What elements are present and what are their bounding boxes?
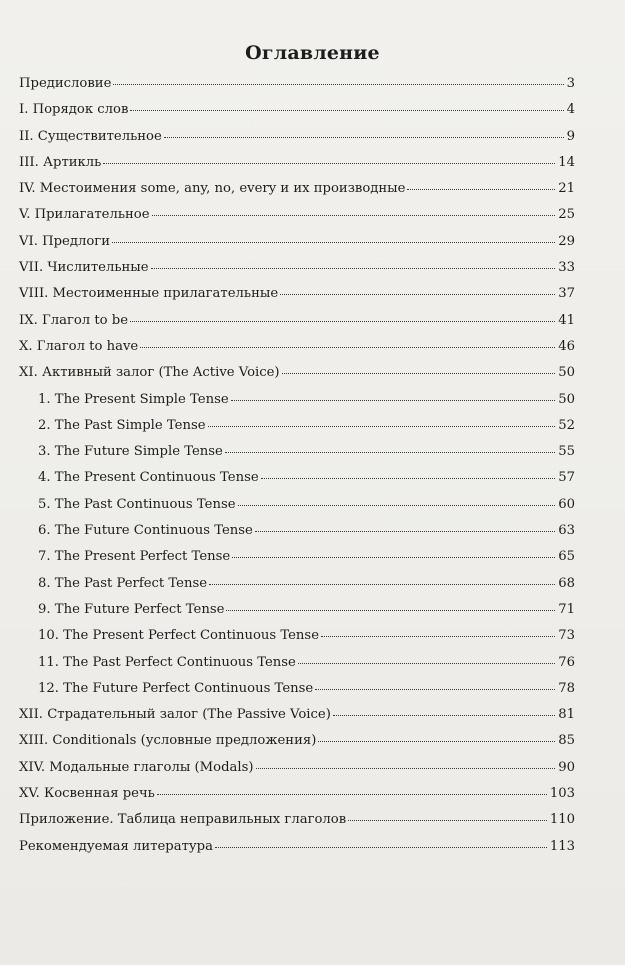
- toc-page-number: 76: [558, 654, 575, 670]
- dot-leader: [209, 584, 555, 585]
- toc-subentry: [19, 521, 575, 547]
- dot-leader: [321, 636, 555, 637]
- dot-leader: [215, 847, 547, 848]
- toc-entry-title: IX. Глагол to be: [19, 312, 129, 328]
- toc-page-number: 29: [558, 233, 575, 249]
- toc-entry-title: XII. Страдательный залог (The Passive Voice): [19, 707, 331, 723]
- toc-entry-title: 4. The Present Continuous Tense: [38, 470, 259, 486]
- toc-entry-title: VI. Предлоги: [19, 233, 110, 249]
- toc-entry-title: XI. Активный залог (The Active Voice): [19, 365, 280, 381]
- dot-leader: [151, 268, 556, 269]
- toc-subentry: [19, 468, 575, 494]
- dot-leader: [113, 84, 563, 85]
- toc-entry-title: XV. Косвенная речь: [19, 786, 155, 802]
- toc-entry: [19, 758, 575, 784]
- toc-entry-title: 5. The Past Continuous Tense: [38, 496, 236, 512]
- toc-entry: [19, 232, 575, 258]
- toc-subentry: [19, 679, 575, 705]
- dot-leader: [255, 531, 555, 532]
- toc-entry-title: Приложение. Таблица неправильных глаголов: [19, 812, 347, 828]
- toc-entry-title: III. Артикль: [19, 154, 102, 170]
- toc-page-number: 25: [558, 207, 575, 223]
- toc-subentry: [19, 600, 575, 626]
- toc-entry: [19, 100, 575, 126]
- toc-entry: [19, 284, 575, 310]
- toc-page-number: 113: [549, 838, 575, 854]
- toc-subentry: [19, 574, 575, 600]
- toc-page-number: 103: [549, 786, 575, 802]
- dot-leader: [140, 347, 555, 348]
- toc-entry-title: XIII. Conditionals (условные предложения): [19, 733, 317, 749]
- toc-entry-title: 7. The Present Perfect Tense: [38, 549, 231, 565]
- toc-page-number: 50: [558, 391, 575, 407]
- toc-page-number: 9: [566, 128, 575, 144]
- toc-entry: [19, 179, 575, 205]
- toc-entry-title: 9. The Future Perfect Tense: [38, 601, 225, 617]
- toc-entry: [19, 74, 575, 100]
- toc-entry: [19, 337, 575, 363]
- dot-leader: [407, 189, 555, 190]
- toc-entry-title: 11. The Past Perfect Continuous Tense: [38, 654, 296, 670]
- toc-subentry: [19, 390, 575, 416]
- dot-leader: [130, 110, 563, 111]
- dot-leader: [157, 794, 547, 795]
- toc-page-number: 3: [566, 76, 575, 91]
- toc-page-number: 52: [558, 417, 575, 433]
- toc-page-number: 71: [558, 601, 575, 617]
- toc-page-number: 14: [558, 154, 575, 170]
- dot-leader: [225, 452, 555, 453]
- table-of-contents: [19, 74, 575, 863]
- toc-entry-title: 8. The Past Perfect Tense: [38, 575, 208, 591]
- page-title: Оглавление: [245, 42, 380, 64]
- dot-leader: [226, 610, 555, 611]
- toc-entry-title: IV. Местоимения some, any, no, every и их производные: [19, 181, 406, 197]
- toc-entry: [19, 784, 575, 810]
- toc-entry-title: 2. The Past Simple Tense: [38, 417, 206, 433]
- toc-page-number: 90: [558, 759, 575, 775]
- toc-page-number: 4: [566, 102, 575, 118]
- toc-page-number: 63: [558, 523, 575, 539]
- toc-entry: [19, 363, 575, 389]
- toc-page-number: 73: [558, 628, 575, 644]
- dot-leader: [348, 820, 547, 821]
- toc-entry-title: II. Существительное: [19, 128, 162, 144]
- toc-page-number: 41: [558, 312, 575, 328]
- toc-subentry: [19, 416, 575, 442]
- toc-entry-title: V. Прилагательное: [19, 207, 150, 223]
- toc-entry-title: 12. The Future Perfect Continuous Tense: [38, 680, 314, 696]
- toc-page-number: 55: [558, 444, 575, 460]
- dot-leader: [231, 400, 556, 401]
- toc-entry: [19, 705, 575, 731]
- toc-entry-title: 10. The Present Perfect Continuous Tense: [38, 628, 319, 644]
- dot-leader: [298, 663, 555, 664]
- dot-leader: [103, 163, 555, 164]
- dot-leader: [208, 426, 556, 427]
- toc-page-number: 60: [558, 496, 575, 512]
- dot-leader: [315, 689, 555, 690]
- toc-page-number: 110: [549, 812, 575, 828]
- toc-page-number: 85: [558, 733, 575, 749]
- dot-leader: [318, 741, 555, 742]
- dot-leader: [261, 478, 556, 479]
- toc-entry-title: VIII. Местоименные прилагательные: [19, 286, 279, 302]
- toc-entry-title: VII. Числительные: [19, 260, 149, 276]
- toc-entry: [19, 731, 575, 757]
- dot-leader: [256, 768, 556, 769]
- dot-leader: [333, 715, 555, 716]
- toc-entry-title: X. Глагол to have: [19, 338, 139, 354]
- toc-entry-title: Рекомендуемая литература: [19, 838, 213, 854]
- dot-leader: [112, 242, 555, 243]
- toc-subentry: [19, 626, 575, 652]
- toc-entry-title: 6. The Future Continuous Tense: [38, 523, 253, 539]
- toc-page-number: 81: [558, 707, 575, 723]
- dot-leader: [130, 321, 555, 322]
- toc-entry-title: 3. The Future Simple Tense: [38, 444, 223, 460]
- toc-entry-title: 1. The Present Simple Tense: [38, 391, 229, 407]
- toc-subentry: [19, 495, 575, 521]
- dot-leader: [152, 215, 556, 216]
- toc-entry: [19, 127, 575, 153]
- toc-entry: [19, 810, 575, 836]
- toc-page-number: 68: [558, 575, 575, 591]
- toc-entry: [19, 258, 575, 284]
- toc-subentry: [19, 653, 575, 679]
- toc-entry: [19, 311, 575, 337]
- toc-page-number: 78: [558, 680, 575, 696]
- toc-page-number: 50: [558, 365, 575, 381]
- toc-page-number: 65: [558, 549, 575, 565]
- toc-subentry: [19, 547, 575, 573]
- dot-leader: [282, 373, 556, 374]
- toc-entry-title: XIV. Модальные глаголы (Modals): [19, 759, 254, 775]
- toc-page-number: 33: [558, 260, 575, 276]
- toc-page-number: 57: [558, 470, 575, 486]
- toc-entry-title: I. Порядок слов: [19, 102, 129, 118]
- toc-entry: [19, 153, 575, 179]
- dot-leader: [280, 294, 555, 295]
- dot-leader: [164, 137, 564, 138]
- toc-page-number: 21: [558, 181, 575, 197]
- toc-page-number: 46: [558, 338, 575, 354]
- dot-leader: [238, 505, 556, 506]
- toc-entry: [19, 837, 575, 863]
- toc-page-number: 37: [558, 286, 575, 302]
- toc-entry-title: Предисловие: [19, 76, 112, 91]
- toc-entry: [19, 205, 575, 231]
- toc-subentry: [19, 442, 575, 468]
- dot-leader: [232, 557, 555, 558]
